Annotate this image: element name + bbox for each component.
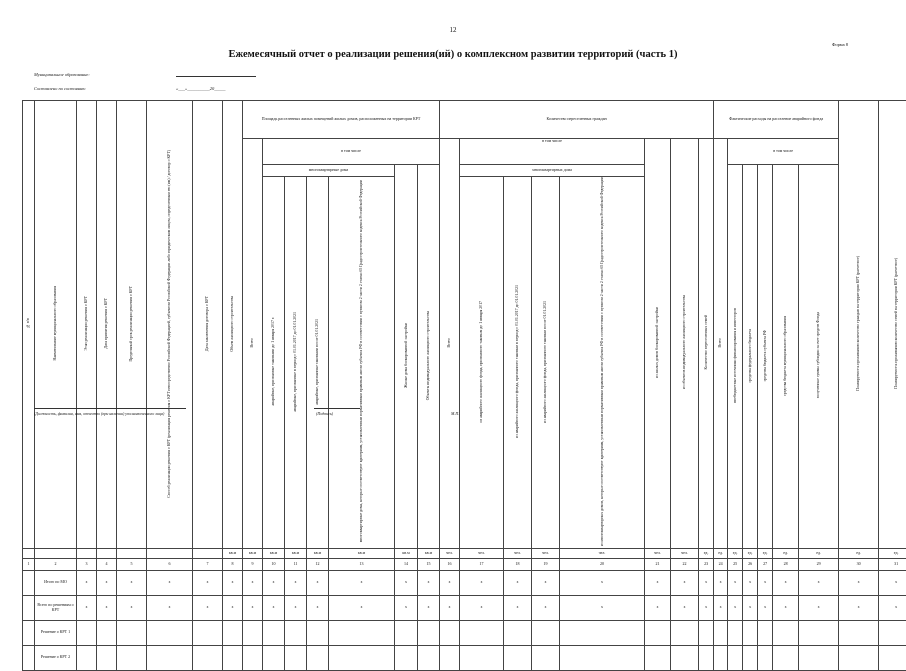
cell-mark: x (395, 595, 418, 620)
column-number-cell: 27 (758, 558, 773, 570)
column-number-cell: 25 (728, 558, 743, 570)
header-area-in-number: в том числе (341, 148, 361, 153)
cell-mark: x (645, 570, 671, 595)
header-c10: аварийные, признанные таковыми до 1 января 2017 г. (271, 317, 275, 406)
cell-mark: x (714, 595, 728, 620)
page-number: 12 (0, 26, 906, 34)
cell-mark: x (743, 595, 758, 620)
cell-mark: x (97, 570, 117, 595)
cell-mark: x (97, 595, 117, 620)
unit-cell: чел. (460, 548, 504, 558)
header-number: № п/п (26, 318, 30, 328)
cell-mark: x (773, 570, 799, 595)
signer-line (34, 408, 186, 409)
unit-cell (147, 548, 193, 558)
table-row (23, 595, 906, 620)
unit-cell: ед. (714, 548, 728, 558)
table-cell (243, 645, 263, 670)
column-number-cell: 1 (23, 558, 35, 570)
row-label: Итого по МО (35, 570, 77, 595)
header-housing-volume: Объем жилищного строительства (230, 296, 234, 352)
cell-mark: x (839, 595, 879, 620)
column-number-cell: 10 (263, 558, 285, 570)
row-label: Всего по решениям о КРТ (35, 595, 77, 620)
table-cell (699, 645, 714, 670)
cell-mark: x (307, 595, 329, 620)
unit-cell: ед. (799, 548, 839, 558)
header-c12: аварийные, признанные таковыми после 01.01.2021 (315, 319, 319, 405)
cell-mark: x (329, 595, 395, 620)
as-of-label: Составлено по состоянию (34, 86, 85, 91)
table-cell (560, 620, 645, 645)
column-number-cell: 29 (799, 558, 839, 570)
table-cell (671, 645, 699, 670)
table-cell (117, 620, 147, 645)
table-cell (147, 645, 193, 670)
header-families: Количество переселенных семей (704, 315, 708, 369)
table-cell (504, 620, 532, 645)
data-rows (23, 570, 906, 670)
cell-mark: x (77, 570, 97, 595)
cell-mark: x (799, 595, 839, 620)
table-cell (147, 620, 193, 645)
cell-mark: x (758, 595, 773, 620)
header-expenses-in-number: в том числе (773, 148, 793, 153)
cell-mark: x (671, 570, 699, 595)
column-number-cell: 30 (839, 558, 879, 570)
table-cell (223, 645, 243, 670)
header-residents-in-number: в том числе (542, 139, 562, 144)
header-area-group: Площадь расселенных жилых помещений жилых домов, расположенных на территории КРТ (262, 116, 421, 121)
unit-cell: кв.м (418, 548, 440, 558)
municipality-field (176, 76, 256, 77)
table-cell (193, 645, 223, 670)
column-number-cell: 17 (460, 558, 504, 570)
table-cell (714, 645, 728, 670)
table-cell (879, 645, 906, 670)
unit-cell: кв.м (223, 548, 243, 558)
cell-mark: x (263, 570, 285, 595)
table-cell (758, 645, 773, 670)
table-cell (532, 645, 560, 670)
unit-cell: чел. (560, 548, 645, 558)
unit-cell: чел. (532, 548, 560, 558)
header-c29: полученные суммы субсидии за счет средств Фонда (816, 312, 820, 398)
table-cell (77, 620, 97, 645)
cell-mark: x (460, 595, 504, 620)
table-cell (460, 620, 504, 645)
table-cell (97, 645, 117, 670)
table-cell (879, 620, 906, 645)
cell-mark: x (699, 595, 714, 620)
report-table (22, 100, 906, 671)
column-number-cell: 18 (504, 558, 532, 570)
cell-mark: x (285, 570, 307, 595)
column-number-cell: 9 (243, 558, 263, 570)
column-number-cell: 11 (285, 558, 307, 570)
cell-mark: x (418, 595, 440, 620)
unit-cell: ед. (728, 548, 743, 558)
header-method: Способ реализации решения о КРТ (реализация решения о КРТ непосредственно Российской Федерацией, субъектом Российской Федерации либо юридическим лицом, определенным ею (им) / договор о КРТ) (167, 150, 171, 498)
table-cell (285, 620, 307, 645)
column-number-cell: 20 (560, 558, 645, 570)
form-label: Форма 8 (832, 42, 848, 47)
row-index-cell (23, 595, 35, 620)
column-number-cell: 16 (440, 558, 460, 570)
header-c18: из аварийного жилищного фонда, признанного таковым в период с 01.01.2017 до 01.01.2021 (515, 285, 519, 438)
header-area-total: Всего (250, 338, 254, 348)
table-cell (263, 645, 285, 670)
cell-mark: x (77, 595, 97, 620)
header-c27: средства бюджета субъекта РФ (763, 330, 767, 381)
table-cell (243, 620, 263, 645)
header-c20: из многоквартирных домов, которые соответствуют критериям, установленным нормативным правовым актом субъекта РФ в соответствии с пунктом 2 части 2 статьи 65 Градостроительного кодекса Российской Федерации (600, 177, 604, 546)
cell-mark: x (743, 570, 758, 595)
report-title: Ежемесячный отчет о реализации решения(ий) о комплексном развитии территорий (часть 1) (0, 49, 906, 60)
table-cell (395, 620, 418, 645)
table-cell (329, 620, 395, 645)
column-number-cell: 28 (773, 558, 799, 570)
table-cell (560, 645, 645, 670)
table-cell (285, 645, 307, 670)
cell-mark: x (799, 570, 839, 595)
cell-mark: x (773, 595, 799, 620)
column-number-cell: 26 (743, 558, 758, 570)
cell-mark: x (728, 570, 743, 595)
header-planned-residents: Планируемое к проживанию количество граждан на территории КРТ (расчетное) (856, 256, 860, 391)
unit-cell: чел. (504, 548, 532, 558)
unit-cell: кв.м (285, 548, 307, 558)
table-cell (728, 620, 743, 645)
table-cell (799, 620, 839, 645)
table-cell (671, 620, 699, 645)
cell-mark: x (460, 570, 504, 595)
header-res-c21: из жилых домов блокированной застройки (655, 307, 659, 378)
cell-mark: x (714, 570, 728, 595)
unit-cell (23, 548, 35, 558)
column-number-cell: 23 (699, 558, 714, 570)
table-cell (418, 620, 440, 645)
table-cell (97, 620, 117, 645)
cell-mark: x (285, 595, 307, 620)
table-row (23, 570, 906, 595)
table-cell (714, 620, 728, 645)
table-cell (504, 645, 532, 670)
cell-mark: x (307, 570, 329, 595)
cell-mark: x (758, 570, 773, 595)
column-number-cell: 6 (147, 558, 193, 570)
table-cell (532, 620, 560, 645)
cell-mark: x (193, 570, 223, 595)
signature-line (314, 408, 360, 409)
unit-cell (117, 548, 147, 558)
column-number-cell: 21 (645, 558, 671, 570)
cell-mark: x (117, 595, 147, 620)
header-c26: средства федерального бюджета (748, 329, 752, 383)
cell-mark: x (504, 595, 532, 620)
column-number-cell: 19 (532, 558, 560, 570)
unit-cell: ед. (743, 548, 758, 558)
cell-mark: x (699, 570, 714, 595)
table-cell (645, 620, 671, 645)
stamp-label: М.П. (451, 411, 459, 416)
row-index-cell (23, 620, 35, 645)
municipality-label: Муниципальное образование: (34, 72, 90, 77)
column-number-cell: 7 (193, 558, 223, 570)
header-contract-date: Дата заключения договора о КРТ (205, 296, 209, 351)
table-cell (329, 645, 395, 670)
header-planned-families: Планируемое к проживанию количество семей на территории КРТ (расчетное) (894, 258, 898, 389)
cell-mark: x (440, 570, 460, 595)
table-cell (440, 645, 460, 670)
unit-cell: чел. (645, 548, 671, 558)
column-number-cell: 4 (97, 558, 117, 570)
table-cell (758, 620, 773, 645)
column-number-cell: 2 (35, 558, 77, 570)
unit-cell: кв.м (329, 548, 395, 558)
table-cell (223, 620, 243, 645)
cell-mark: x (645, 595, 671, 620)
column-number-cell: 14 (395, 558, 418, 570)
cell-mark: x (223, 595, 243, 620)
cell-mark: x (560, 595, 645, 620)
table-cell (307, 620, 329, 645)
unit-cell: чел. (671, 548, 699, 558)
table-cell (460, 645, 504, 670)
unit-cell: чел. (440, 548, 460, 558)
unit-cell (77, 548, 97, 558)
header-res-c22: из объектов индивидуального жилищного строительства (682, 295, 686, 389)
signature-caption: (Подпись) (316, 411, 333, 416)
header-c19: из аварийного жилищного фонда, признанного таковым после 01.01.2021 (543, 301, 547, 423)
table-cell (773, 645, 799, 670)
table-cell (117, 645, 147, 670)
header-c17: из аварийного жилищного фонда, признанного таковым до 1 января 2017 (479, 301, 483, 423)
cell-mark: x (728, 595, 743, 620)
row-label: Решение о КРТ 1 (35, 620, 77, 645)
header-c28: средства бюджета муниципального образования (783, 316, 787, 396)
header-c25: внебюджетные источники финансирования и инвесторов (733, 308, 737, 403)
table-cell (699, 620, 714, 645)
cell-mark: x (532, 595, 560, 620)
table-cell (645, 645, 671, 670)
cell-mark: x (263, 595, 285, 620)
header-stage: Этап реализации решения о КРТ (84, 296, 88, 350)
cell-mark: x (532, 570, 560, 595)
table-row (23, 645, 906, 670)
table-cell (418, 645, 440, 670)
cell-mark: x (147, 570, 193, 595)
unit-cell: кв.м (395, 548, 418, 558)
table-cell (263, 620, 285, 645)
cell-mark: x (147, 595, 193, 620)
header-expenses-group: Фактические расходы на расселение аварийного фонда (729, 116, 823, 121)
row-label: Решение о КРТ 2 (35, 645, 77, 670)
header-c14: Жилые дома блокированной застройки (404, 323, 408, 388)
cell-mark: x (671, 595, 699, 620)
unit-cell (97, 548, 117, 558)
table-cell (193, 620, 223, 645)
column-numbers-row (23, 558, 906, 570)
unit-cell: ед. (773, 548, 799, 558)
table-cell (743, 620, 758, 645)
column-number-cell: 24 (714, 558, 728, 570)
cell-mark: x (560, 570, 645, 595)
table-cell (839, 620, 879, 645)
table-cell (839, 645, 879, 670)
table-cell (773, 620, 799, 645)
units-row (23, 548, 906, 558)
cell-mark: x (193, 595, 223, 620)
table-cell (440, 620, 460, 645)
column-number-cell: 12 (307, 558, 329, 570)
table-cell (77, 645, 97, 670)
table-cell (395, 645, 418, 670)
header-mkd-res: многоквартирных дома (532, 167, 572, 172)
header-decision-date: Дата принятия решения о КРТ (104, 298, 108, 349)
column-number-cell: 13 (329, 558, 395, 570)
header-mkd: многоквартирные дома (309, 167, 348, 172)
unit-cell (193, 548, 223, 558)
column-number-cell: 22 (671, 558, 699, 570)
header-municipality: Наименование муниципального образования (53, 286, 57, 360)
unit-cell (35, 548, 77, 558)
table-cell (799, 645, 839, 670)
column-number-cell: 15 (418, 558, 440, 570)
cell-mark: x (117, 570, 147, 595)
cell-mark: x (223, 570, 243, 595)
table-row (23, 620, 906, 645)
header-residents-total: Всего (447, 338, 451, 348)
header-c13: многоквартирные дома, которые соответствуют критериям, установленным нормативным правовым актом субъекта РФ в соответствии с пунктом 2 части 2 статьи 65 Градостроительного кодекса Российской Федерации (359, 180, 363, 542)
cell-mark: x (440, 595, 460, 620)
cell-mark: x (243, 595, 263, 620)
table-cell (307, 645, 329, 670)
as-of-date: «___»__________20_____ (176, 86, 226, 91)
cell-mark: x (504, 570, 532, 595)
cell-mark: x (329, 570, 395, 595)
unit-cell: кв.м (263, 548, 285, 558)
cell-mark: x (879, 570, 906, 595)
cell-mark: x (839, 570, 879, 595)
unit-cell: ед. (879, 548, 906, 558)
unit-cell: ед. (758, 548, 773, 558)
table-cell (728, 645, 743, 670)
header-c15: Объекты индивидуального жилищного строительства (426, 311, 430, 400)
row-index-cell (23, 645, 35, 670)
cell-mark: x (395, 570, 418, 595)
row-index-cell (23, 570, 35, 595)
unit-cell: кв.м (307, 548, 329, 558)
header-c11: аварийные, признанные в период с 01.01.2017 до 01.01.2021 (293, 312, 297, 412)
unit-cell: кв.м (243, 548, 263, 558)
cell-mark: x (243, 570, 263, 595)
column-number-cell: 5 (117, 558, 147, 570)
column-number-cell: 31 (879, 558, 906, 570)
cell-mark: x (879, 595, 906, 620)
header-deadline: Предельный срок реализации решения о КРТ (129, 286, 133, 362)
table-cell (743, 645, 758, 670)
header-expenses-total: Всего (718, 338, 722, 348)
signer-caption: (Должность, фамилия, имя, отчество (при наличии) уполномоченного лица) (34, 411, 164, 416)
unit-cell: ед. (699, 548, 714, 558)
column-number-cell: 8 (223, 558, 243, 570)
unit-cell: ед. (839, 548, 879, 558)
header-residents-group: Количество переселенных граждан (547, 116, 607, 121)
cell-mark: x (418, 570, 440, 595)
column-number-cell: 3 (77, 558, 97, 570)
